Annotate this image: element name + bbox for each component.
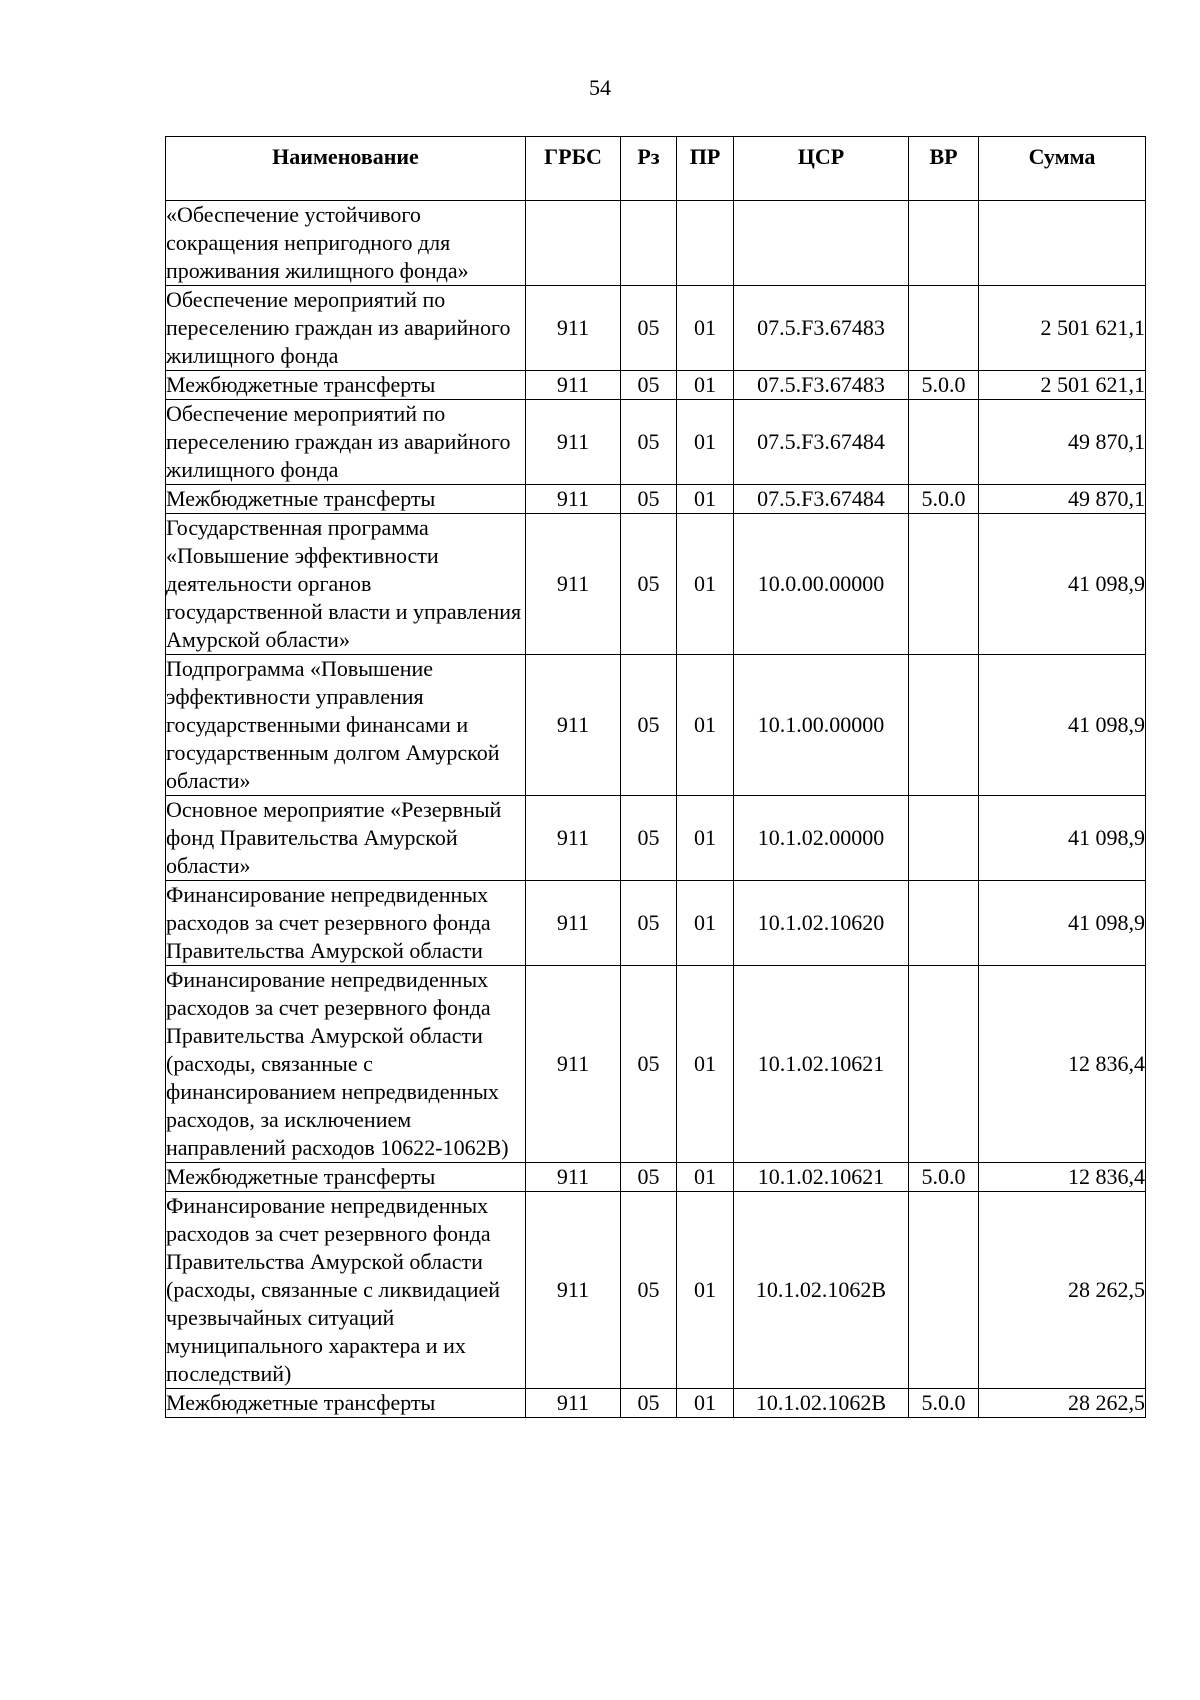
cell-sum: 41 098,9: [979, 796, 1146, 881]
cell-pr: 01: [677, 796, 734, 881]
cell-rz: 05: [621, 400, 677, 485]
cell-rz: 05: [621, 881, 677, 966]
cell-rz: 05: [621, 514, 677, 655]
cell-pr: 01: [677, 286, 734, 371]
cell-name: Межбюджетные трансферты: [166, 1389, 526, 1418]
table-row: [166, 371, 1146, 400]
cell-vr: [909, 400, 979, 485]
column-header: Сумма: [979, 137, 1146, 201]
cell-csr: 07.5.F3.67484: [734, 485, 909, 514]
cell-name: Основное мероприятие «Резервный фонд Правительства Амурской области»: [166, 796, 526, 881]
cell-grbs: 911: [526, 655, 621, 796]
cell-csr: 07.5.F3.67483: [734, 286, 909, 371]
cell-rz: 05: [621, 966, 677, 1163]
cell-name: Межбюджетные трансферты: [166, 371, 526, 400]
cell-name: Финансирование непредвиденных расходов за счет резервного фонда Правительства Амурской области (расходы, связанные с финансированием непредвиденных расходов, за исключением направлений расходов 10622-1062В): [166, 966, 526, 1163]
cell-grbs: 911: [526, 796, 621, 881]
table-row: [166, 655, 1146, 796]
cell-sum: 2 501 621,1: [979, 371, 1146, 400]
cell-pr: 01: [677, 400, 734, 485]
cell-vr: 5.0.0: [909, 1163, 979, 1192]
cell-pr: 01: [677, 485, 734, 514]
cell-vr: [909, 286, 979, 371]
cell-rz: 05: [621, 796, 677, 881]
cell-pr: [677, 201, 734, 286]
cell-pr: 01: [677, 371, 734, 400]
cell-vr: 5.0.0: [909, 1389, 979, 1418]
cell-grbs: 911: [526, 966, 621, 1163]
cell-csr: 10.1.02.1062В: [734, 1192, 909, 1389]
cell-csr: 10.0.00.00000: [734, 514, 909, 655]
cell-pr: 01: [677, 1192, 734, 1389]
cell-rz: 05: [621, 1163, 677, 1192]
cell-name: Финансирование непредвиденных расходов за счет резервного фонда Правительства Амурской области: [166, 881, 526, 966]
cell-csr: [734, 201, 909, 286]
column-header: Наименование: [166, 137, 526, 201]
cell-pr: 01: [677, 1389, 734, 1418]
cell-sum: 41 098,9: [979, 655, 1146, 796]
cell-sum: 41 098,9: [979, 514, 1146, 655]
cell-pr: 01: [677, 966, 734, 1163]
page-number: 54: [589, 75, 611, 100]
table-row: [166, 514, 1146, 655]
cell-csr: 10.1.02.00000: [734, 796, 909, 881]
cell-csr: 10.1.02.10620: [734, 881, 909, 966]
cell-sum: 2 501 621,1: [979, 286, 1146, 371]
cell-vr: [909, 655, 979, 796]
cell-sum: [979, 201, 1146, 286]
cell-sum: 28 262,5: [979, 1389, 1146, 1418]
table-row: [166, 1192, 1146, 1389]
cell-csr: 10.1.02.10621: [734, 1163, 909, 1192]
cell-grbs: 911: [526, 514, 621, 655]
cell-vr: [909, 514, 979, 655]
cell-sum: 49 870,1: [979, 400, 1146, 485]
cell-grbs: 911: [526, 1163, 621, 1192]
cell-rz: 05: [621, 485, 677, 514]
cell-csr: 07.5.F3.67484: [734, 400, 909, 485]
cell-vr: [909, 966, 979, 1163]
cell-vr: 5.0.0: [909, 371, 979, 400]
cell-grbs: 911: [526, 881, 621, 966]
cell-grbs: 911: [526, 1389, 621, 1418]
column-header: Рз: [621, 137, 677, 201]
column-header: ВР: [909, 137, 979, 201]
cell-grbs: 911: [526, 286, 621, 371]
cell-grbs: 911: [526, 400, 621, 485]
cell-grbs: [526, 201, 621, 286]
table-row: [166, 796, 1146, 881]
cell-pr: 01: [677, 881, 734, 966]
cell-vr: 5.0.0: [909, 485, 979, 514]
cell-vr: [909, 201, 979, 286]
cell-rz: 05: [621, 1389, 677, 1418]
cell-pr: 01: [677, 514, 734, 655]
table-row: [166, 881, 1146, 966]
cell-sum: 12 836,4: [979, 1163, 1146, 1192]
cell-name: Обеспечение мероприятий по переселению граждан из аварийного жилищного фонда: [166, 286, 526, 371]
cell-rz: [621, 201, 677, 286]
cell-csr: 10.1.02.10621: [734, 966, 909, 1163]
table-row: [166, 201, 1146, 286]
cell-pr: 01: [677, 1163, 734, 1192]
cell-name: «Обеспечение устойчивого сокращения непригодного для проживания жилищного фонда»: [166, 201, 526, 286]
column-header: ГРБС: [526, 137, 621, 201]
column-header: ПР: [677, 137, 734, 201]
table-row: [166, 1389, 1146, 1418]
cell-name: Межбюджетные трансферты: [166, 1163, 526, 1192]
cell-name: Финансирование непредвиденных расходов за счет резервного фонда Правительства Амурской области (расходы, связанные с ликвидацией чрезвычайных ситуаций муниципального характера и их последствий): [166, 1192, 526, 1389]
table-body: [166, 201, 1146, 1418]
cell-name: Государственная программа «Повышение эффективности деятельности органов государственной власти и управления Амурской области»: [166, 514, 526, 655]
cell-name: Обеспечение мероприятий по переселению граждан из аварийного жилищного фонда: [166, 400, 526, 485]
table-row: [166, 400, 1146, 485]
table-row: [166, 485, 1146, 514]
cell-pr: 01: [677, 655, 734, 796]
cell-grbs: 911: [526, 485, 621, 514]
cell-vr: [909, 881, 979, 966]
cell-name: Межбюджетные трансферты: [166, 485, 526, 514]
cell-csr: 10.1.02.1062В: [734, 1389, 909, 1418]
cell-vr: [909, 1192, 979, 1389]
cell-sum: 49 870,1: [979, 485, 1146, 514]
cell-rz: 05: [621, 1192, 677, 1389]
cell-name: Подпрограмма «Повышение эффективности управления государственными финансами и государственным долгом Амурской области»: [166, 655, 526, 796]
table-row: [166, 966, 1146, 1163]
table-row: [166, 286, 1146, 371]
cell-csr: 07.5.F3.67483: [734, 371, 909, 400]
cell-sum: 28 262,5: [979, 1192, 1146, 1389]
cell-grbs: 911: [526, 1192, 621, 1389]
budget-table: [165, 136, 1146, 1418]
cell-rz: 05: [621, 655, 677, 796]
cell-sum: 12 836,4: [979, 966, 1146, 1163]
cell-csr: 10.1.00.00000: [734, 655, 909, 796]
table-header-row: [166, 137, 1146, 201]
cell-vr: [909, 796, 979, 881]
cell-rz: 05: [621, 371, 677, 400]
cell-grbs: 911: [526, 371, 621, 400]
table-row: [166, 1163, 1146, 1192]
cell-rz: 05: [621, 286, 677, 371]
cell-sum: 41 098,9: [979, 881, 1146, 966]
column-header: ЦСР: [734, 137, 909, 201]
